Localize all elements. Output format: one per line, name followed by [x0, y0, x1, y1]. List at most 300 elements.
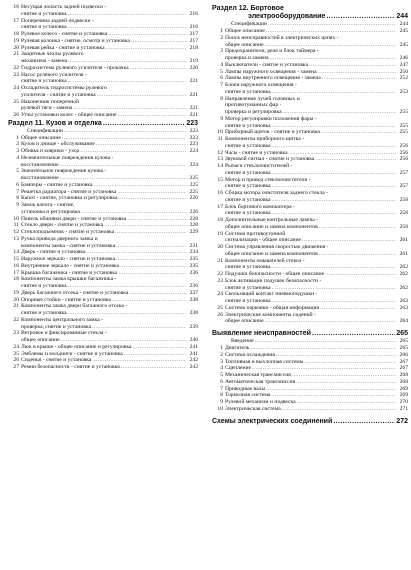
entry-page: 236 — [189, 283, 198, 290]
leader-dots — [272, 89, 396, 96]
toc-entry — [212, 312, 408, 319]
entry-number: 20 — [217, 244, 223, 251]
leader-dots — [326, 13, 395, 21]
entry-number: 17 — [217, 203, 223, 210]
toc-entry — [8, 351, 198, 358]
leader-dots — [319, 224, 396, 231]
entry-page: 268 — [399, 372, 408, 379]
toc-entry — [212, 372, 408, 379]
leader-dots — [282, 406, 396, 413]
entry-title: Часы - снятие и установка — [225, 149, 288, 156]
entry-page: 250 — [399, 68, 408, 75]
entry-page: 223 — [189, 134, 198, 141]
entry-page: 269 — [399, 385, 408, 392]
toc-entry-continuation — [212, 285, 408, 292]
entry-title: Поиск неисправностей в электрических цепях - — [225, 34, 339, 41]
section-heading — [212, 330, 408, 338]
entry-title: Ветровое и фиксированные стекла - — [21, 330, 107, 337]
entry-title: Панель обшивки двери - снятие и установка — [21, 215, 127, 222]
entry-title: Блок активации подушек безопасности - — [225, 277, 322, 284]
entry-page: 223 — [189, 127, 198, 134]
leader-dots — [68, 310, 186, 317]
toc-entry — [212, 244, 408, 251]
toc-entry — [212, 291, 408, 298]
toc-entry — [8, 148, 198, 155]
entry-title: Рулевая рейка - снятие и установка — [21, 44, 105, 51]
entry-title: снятие и установка — [225, 88, 271, 95]
toc-entry — [212, 345, 408, 352]
section-title: Схемы электрических соединений — [212, 417, 333, 425]
toc-entry — [8, 18, 198, 25]
entry-page: 238 — [189, 296, 198, 303]
leader-dots — [272, 210, 396, 217]
leader-dots — [265, 318, 396, 325]
entry-title: снятие и установка — [21, 10, 67, 17]
entry-page: 255 — [399, 122, 408, 129]
leader-dots — [131, 38, 186, 45]
toc-entry — [212, 305, 408, 312]
toc-entry — [8, 31, 198, 38]
entry-page: 255 — [399, 129, 408, 136]
entry-page: 255 — [399, 109, 408, 116]
toc-entry — [8, 222, 198, 229]
leader-dots — [112, 297, 186, 304]
entry-page: 221 — [189, 78, 198, 85]
entry-number: 12 — [217, 149, 223, 156]
toc-entry-continuation — [212, 102, 408, 109]
entry-title: Подушки безопасности - общее описание — [225, 271, 325, 278]
entry-page: 267 — [399, 358, 408, 365]
entry-title: Наружное зеркало - снятие и установка — [21, 256, 116, 263]
leader-dots — [318, 69, 396, 76]
entry-title: Бамперы - снятие и установка — [21, 181, 93, 188]
toc-entry — [212, 62, 408, 69]
entry-title: Опорные стойки - снятие и установка — [21, 296, 111, 303]
section-title-line — [8, 120, 198, 128]
entry-page: 225 — [189, 188, 198, 195]
leader-dots — [322, 75, 396, 82]
entry-page: 218 — [189, 44, 198, 51]
leader-dots — [250, 345, 396, 352]
toc-entry — [8, 135, 198, 142]
entry-number: 4 — [16, 154, 19, 161]
leader-dots — [276, 352, 396, 359]
entry-page: 247 — [399, 61, 408, 68]
toc-entry — [212, 392, 408, 399]
entry-title: Электрические компоненты сидений - — [225, 311, 316, 318]
contents-column-left — [8, 4, 198, 371]
entry-title: Мотор регулировки положения фары - — [225, 115, 317, 122]
entry-page: 245 — [399, 41, 408, 48]
toc-entry — [212, 28, 408, 35]
entry-number: 4 — [220, 61, 223, 68]
entry-page: 223 — [189, 141, 198, 148]
entry-title: Несущая лопасть задней подвески - — [21, 4, 107, 10]
entry-title: Дверь багажного отсека - снятие и установка — [21, 289, 129, 296]
entry-number: 12 — [13, 229, 19, 236]
leader-dots — [133, 344, 186, 351]
entry-title: Дверь - снятие и установка — [21, 249, 86, 256]
leader-dots — [106, 45, 186, 52]
entry-number: 5 — [220, 372, 223, 379]
toc-entry-continuation — [8, 337, 198, 344]
toc-entry — [8, 317, 198, 324]
entry-page: 216 — [189, 10, 198, 17]
entry-page: 256 — [399, 156, 408, 163]
toc-entry — [212, 48, 408, 55]
entry-number: 8 — [220, 95, 223, 102]
leader-dots — [87, 249, 187, 256]
toc-entry — [8, 141, 198, 148]
leader-dots — [68, 11, 186, 18]
entry-page: 264 — [399, 318, 408, 325]
entry-title: общее описание и замена компонентов — [225, 250, 318, 257]
entry-page: 224 — [189, 148, 198, 155]
entry-page: 270 — [399, 399, 408, 406]
entry-page: 241 — [189, 350, 198, 357]
leader-dots — [103, 120, 185, 128]
leader-dots — [272, 285, 396, 292]
entry-page: 257 — [399, 169, 408, 176]
toc-entry — [212, 21, 408, 28]
toc-entry — [8, 195, 198, 202]
entry-page: 246 — [399, 55, 408, 62]
entry-page: 228 — [189, 215, 198, 222]
entry-title: Система парковки - общая информация — [225, 304, 320, 311]
entry-title: Введение — [231, 338, 254, 345]
section-spacer — [212, 413, 408, 417]
entry-number: 19 — [217, 230, 223, 237]
leader-dots — [325, 271, 396, 278]
toc-entry — [8, 229, 198, 236]
toc-entry — [212, 96, 408, 103]
leader-dots — [266, 386, 396, 393]
entry-title: сигнализации - общее описание — [225, 237, 302, 244]
entry-title: общее описание и замена компонентов — [225, 223, 318, 230]
entry-title: Топливная и выхлопная системы — [225, 358, 304, 365]
entry-number: 20 — [13, 44, 19, 51]
toc-entry — [8, 85, 198, 92]
entry-page: 226 — [189, 208, 198, 215]
toc-entry-continuation — [212, 298, 408, 305]
leader-dots — [117, 189, 186, 196]
toc-entry-continuation — [212, 251, 408, 258]
entry-number: 14 — [217, 163, 223, 170]
toc-entry-continuation — [212, 183, 408, 190]
entry-title: Значительное повреждение кузова - — [21, 168, 107, 175]
contents-column-right — [212, 4, 408, 426]
entry-page: 226 — [189, 195, 198, 202]
entry-title: Стеклоподъемник - снятие и установка — [21, 229, 115, 236]
toc-entry-continuation — [212, 123, 408, 130]
toc-entry — [212, 338, 408, 345]
section-heading — [212, 5, 408, 21]
entry-title: Мотор и привод стеклоочистителя - — [225, 176, 311, 183]
entry-number: 9 — [220, 115, 223, 122]
entry-number: 18 — [13, 31, 19, 37]
entry-title: снятие и установка — [225, 142, 271, 149]
leader-dots — [119, 195, 186, 202]
leader-dots — [272, 170, 396, 177]
entry-page: 269 — [399, 392, 408, 399]
leader-dots — [268, 21, 396, 28]
leader-dots — [92, 357, 186, 364]
entry-page: 228 — [189, 222, 198, 229]
leader-dots — [64, 128, 186, 135]
section-spacer — [212, 325, 408, 329]
entry-title: Автоматическая трансмиссия — [225, 378, 296, 385]
entry-number: 25 — [217, 304, 223, 311]
entry-number: 6 — [220, 378, 223, 385]
toc-entry — [212, 156, 408, 163]
leader-dots — [272, 298, 396, 305]
entry-title: снятие и установка — [225, 298, 271, 305]
entry-title: Система управления скоростью движения - — [225, 244, 329, 251]
entry-number: 26 — [217, 311, 223, 318]
entry-number: 10 — [217, 129, 223, 136]
entry-title: общее описание — [225, 41, 264, 48]
leader-dots — [94, 182, 186, 189]
leader-dots — [289, 150, 396, 157]
entry-number: 21 — [13, 303, 19, 310]
entry-number: 5 — [16, 168, 19, 175]
entry-title: Общее описание — [21, 134, 61, 141]
leader-dots — [272, 264, 396, 271]
leader-dots — [272, 143, 396, 150]
entry-page: 252 — [399, 75, 408, 82]
toc-entry — [8, 38, 198, 45]
toc-entry — [212, 150, 408, 157]
entry-title: Поперечина задней подвески - — [21, 17, 94, 24]
toc-entry-continuation — [8, 162, 198, 169]
entry-title: Капот - снятие, установка и регулировка — [21, 195, 118, 202]
entry-page: 263 — [399, 304, 408, 311]
entry-number: 3 — [220, 358, 223, 365]
entry-title: Сборка мотора очистителя заднего стекла - — [225, 190, 328, 197]
entry-page: 256 — [399, 149, 408, 156]
entry-title: Спецификации — [27, 127, 63, 134]
entry-title: Механическая трансмиссия — [225, 372, 291, 379]
entry-page: 261 — [399, 250, 408, 257]
entry-number: 9 — [220, 399, 223, 406]
entry-title: Компоненты центрального замка - — [21, 316, 103, 323]
toc-entry-continuation — [8, 11, 198, 18]
entry-number: 22 — [13, 64, 19, 71]
section-title-line — [212, 418, 408, 426]
entry-page: 244 — [399, 21, 408, 28]
section-title-line — [212, 13, 408, 21]
entry-number: 10 — [13, 215, 19, 222]
entry-number: 3 — [16, 148, 19, 155]
toc-entry — [212, 35, 408, 42]
toc-entry-continuation — [212, 210, 408, 217]
entry-page: 267 — [399, 365, 408, 372]
entry-title: Внутреннее зеркало - снятие и установка — [21, 262, 120, 269]
entry-title: Охладитель гидросистемы рулевого — [21, 85, 107, 91]
entry-title: Компоненты замка крышки багажника - — [21, 276, 117, 283]
toc-entry — [212, 365, 408, 372]
entry-title: Лампы наружного освещения - замена — [225, 68, 317, 75]
entry-number: 18 — [13, 276, 19, 283]
entry-title: Направление лучей головных и — [225, 95, 300, 102]
leader-dots — [319, 251, 396, 258]
entry-number: 22 — [217, 271, 223, 278]
entry-title: снятие и установка — [21, 310, 67, 317]
toc-entry — [8, 51, 198, 58]
entry-title: проверка и регулировка — [225, 109, 282, 116]
entry-page: 229 — [189, 229, 198, 236]
entry-title: Насос рулевого усилителя - — [21, 71, 87, 78]
entry-title: Люк в крыше - общее описание и регулировка — [21, 343, 132, 350]
toc-entry-continuation — [212, 170, 408, 177]
entry-page: 265 — [399, 345, 408, 352]
toc-entry-continuation — [212, 143, 408, 150]
entry-number: 16 — [13, 4, 19, 10]
entry-title: Эмблемы и молдинги - снятие и установка — [21, 350, 123, 357]
entry-page: 238 — [189, 310, 198, 317]
entry-title: Тормозная система — [225, 392, 271, 399]
entry-page: 221 — [189, 112, 198, 118]
entry-title: Обивка и коврики - уход — [21, 148, 80, 155]
entry-title: снятие и установка — [225, 122, 271, 129]
leader-dots — [127, 216, 186, 223]
entry-title: Ручка привода дверного замка и — [21, 235, 98, 242]
entry-page: 265 — [399, 338, 408, 345]
entry-number: 23 — [13, 330, 19, 337]
toc-entry — [212, 163, 408, 170]
toc-entry — [8, 4, 198, 11]
toc-entry — [212, 258, 408, 265]
entry-title: Рулевое колесо - снятие и установка — [21, 31, 108, 37]
entry-page: 217 — [189, 31, 198, 37]
section-heading — [212, 418, 408, 426]
section-title: Раздел 12. Бортовое — [212, 5, 284, 12]
toc-entry — [212, 136, 408, 143]
entry-number: 14 — [13, 249, 19, 256]
entry-page: 245 — [399, 28, 408, 35]
entry-title: снятие и установка — [225, 264, 271, 271]
toc-entry-continuation — [8, 175, 198, 182]
section-page: 223 — [186, 119, 198, 127]
entry-title: Рулевой механизм и подвеска — [225, 399, 296, 406]
toc-entry-continuation — [8, 24, 198, 31]
toc-entry — [8, 270, 198, 277]
toc-entry — [8, 303, 198, 310]
toc-entry — [212, 129, 408, 136]
entry-number: 18 — [217, 217, 223, 224]
entry-number: 8 — [220, 392, 223, 399]
entry-title: Сцепление — [225, 365, 251, 372]
entry-page: 235 — [189, 256, 198, 263]
entry-page: 262 — [399, 284, 408, 291]
entry-title: восстановление — [21, 161, 59, 168]
leader-dots — [124, 351, 186, 358]
entry-number: 11 — [13, 222, 19, 229]
entry-page: 271 — [399, 405, 408, 412]
toc-entry — [8, 65, 198, 72]
entry-number: 1 — [220, 345, 223, 352]
leader-dots — [92, 324, 186, 331]
entry-page: 253 — [399, 88, 408, 95]
toc-entry — [8, 297, 198, 304]
toc-entry — [8, 45, 198, 52]
leader-dots — [265, 42, 396, 49]
leader-dots — [272, 183, 396, 190]
toc-entry — [8, 189, 198, 196]
section-page: 244 — [396, 13, 408, 21]
leader-dots — [270, 55, 396, 62]
entry-page: 236 — [189, 269, 198, 276]
section-title: Выявление неисправностей — [212, 330, 311, 338]
toc-entry — [8, 330, 198, 337]
toc-entry-continuation — [8, 243, 198, 250]
entry-number: 19 — [13, 289, 19, 296]
leader-dots — [312, 330, 395, 338]
leader-dots — [130, 65, 186, 72]
leader-dots — [271, 392, 396, 399]
entry-title: Скользящий контакт пневмоподушки - — [225, 291, 318, 298]
entry-number: 4 — [220, 365, 223, 372]
entry-page: 262 — [399, 264, 408, 271]
toc-entry-continuation — [212, 224, 408, 231]
leader-dots — [60, 175, 186, 182]
section-heading — [8, 120, 198, 128]
entry-title: Приводные валы — [225, 385, 266, 392]
entry-page: 235 — [189, 262, 198, 269]
entry-number: 13 — [13, 235, 19, 242]
leader-dots — [129, 290, 186, 297]
entry-title: Рулевая колонка - снятие, осмотр и установка — [21, 37, 130, 44]
leader-dots — [321, 129, 396, 136]
entry-number: 13 — [217, 156, 223, 163]
entry-title: Незначительные повреждения кузова - — [21, 154, 114, 161]
entry-title: Спецификации — [231, 21, 267, 28]
entry-page: 242 — [189, 357, 198, 364]
entry-title: Двигатель — [225, 345, 250, 352]
entry-title: усилителя - снятие и установка — [21, 91, 96, 98]
entry-title: Кузов и днище - обслуживание — [21, 141, 95, 148]
leader-dots — [320, 305, 396, 312]
leader-dots — [333, 418, 395, 426]
toc-entry-continuation — [8, 209, 198, 216]
entry-title: рулевой тяги - замена — [21, 105, 73, 112]
toc-entry — [8, 357, 198, 364]
entry-title: снятие и установка — [225, 284, 271, 291]
entry-number: 21 — [13, 51, 19, 58]
toc-entry — [8, 202, 198, 209]
entry-number: 16 — [13, 262, 19, 269]
entry-number: 26 — [13, 112, 19, 118]
leader-dots — [115, 229, 186, 236]
entry-title: Сиденья - снятие и установка — [21, 357, 92, 364]
toc-entry — [8, 72, 198, 79]
toc-entry-continuation — [212, 197, 408, 204]
section-title-continued: электрооборудование — [248, 13, 326, 21]
entry-number: 2 — [220, 34, 223, 41]
section-page: 272 — [396, 417, 408, 425]
entry-number: 15 — [217, 176, 223, 183]
entry-number: 6 — [16, 181, 19, 188]
entry-number: 20 — [13, 296, 19, 303]
entry-title: противотуманных фар - — [225, 102, 282, 109]
entry-number: 1 — [16, 134, 19, 141]
toc-entry — [8, 263, 198, 270]
entry-title: Лампы внутреннего освещения - замена — [225, 75, 321, 82]
entry-number: 11 — [217, 136, 223, 143]
toc-entry-continuation — [8, 58, 198, 65]
toc-entry — [8, 182, 198, 189]
entry-number: 21 — [217, 257, 223, 264]
